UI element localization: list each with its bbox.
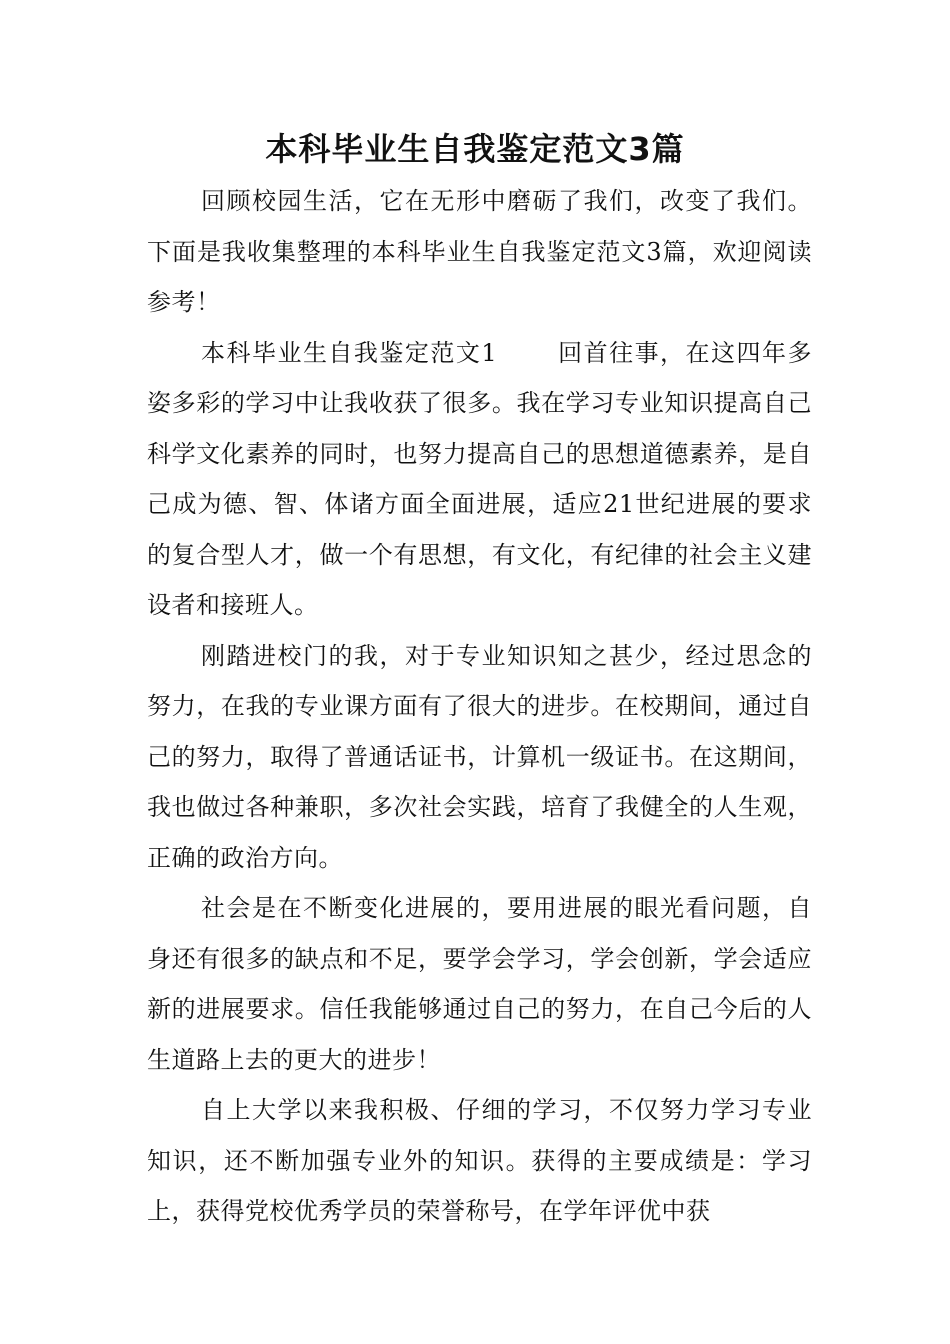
paragraph-3: 社会是在不断变化进展的，要用进展的眼光看问题，自身还有很多的缺点和不足，要学会学习，学会创新，学会适应新的进展要求。信任我能够通过自己的努力，在自己今后的人生道路上去的更大的进步！: [147, 894, 812, 1074]
section-1-text: 回首往事，在这四年多姿多彩的学习中让我收获了很多。我在学习专业知识提高自己科学文化素养的同时，也努力提高自己的思想道德素养，是自己成为德、智、体诸方面全面进展，适应21世纪进展的要求的复合型人才，做一个有思想，有文化，有纪律的社会主义建设者和接班人。: [147, 338, 812, 619]
intro-paragraph: 回顾校园生活，它在无形中磨砺了我们，改变了我们。下面是我收集整理的本科毕业生自我鉴定范文3篇，欢迎阅读参考！: [147, 187, 812, 316]
document-title: 本科毕业生自我鉴定范文3篇: [265, 130, 685, 168]
section-1-heading: 本科毕业生自我鉴定范文1: [201, 338, 498, 367]
section-1-paragraph: [147, 328, 812, 631]
paragraph-2: 刚踏进校门的我，对于专业知识知之甚少，经过思念的努力，在我的专业课方面有了很大的进步。在校期间，通过自己的努力，取得了普通话证书，计算机一级证书。在这期间，我也做过各种兼职，多次社会实践，培育了我健全的人生观，正确的政治方向。: [147, 641, 812, 872]
paragraph-4: 自上大学以来我积极、仔细的学习，不仅努力学习专业知识，还不断加强专业外的知识。获得的主要成绩是：学习上，获得党校优秀学员的荣誉称号，在学年评优中获: [147, 1096, 812, 1225]
document-body: [147, 176, 812, 1237]
